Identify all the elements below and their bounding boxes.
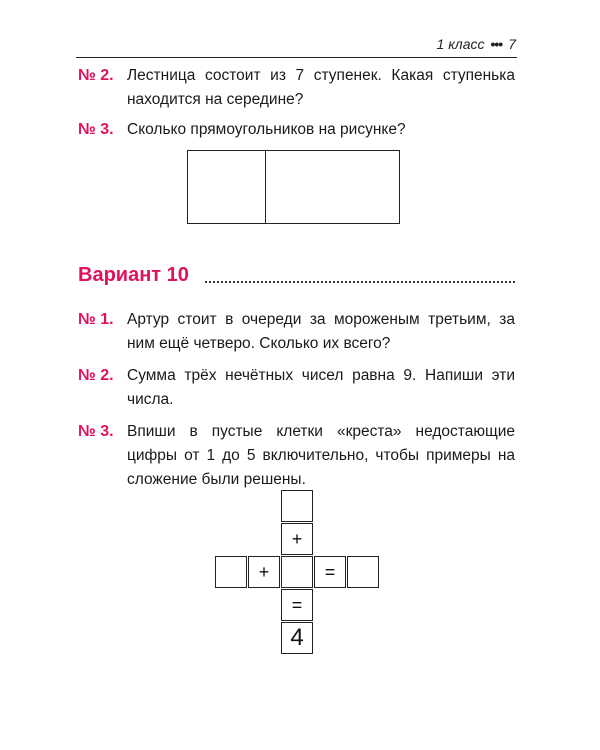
task-number-3: № 3. — [78, 121, 114, 138]
variant-task-text-3 — [127, 420, 515, 492]
cross-cell-center — [281, 556, 313, 588]
dots-icon: ••• — [490, 36, 503, 52]
task-line: ним ещё четверо. Сколько их всего? — [127, 335, 391, 352]
cross-cell-equals-vertical: = — [281, 589, 313, 621]
task-line: числа. — [127, 391, 174, 408]
task-line: находится на середине? — [127, 91, 304, 108]
task-line: Лестница состоит из 7 ступенек. Какая ступенька — [127, 67, 515, 84]
variant-task-text-1 — [127, 308, 515, 356]
variant-title: Вариант 10 — [78, 264, 189, 286]
task-line: Сумма трёх нечётных чисел равна 9. Напиши эти — [127, 367, 515, 384]
task-line: сложение были решены. — [127, 471, 306, 488]
page-number: 7 — [508, 36, 516, 52]
cross-cell-plus-vertical: + — [281, 523, 313, 555]
task-line: Впиши в пустые клетки «креста» недостающие — [127, 423, 515, 440]
task-line: Сколько прямоугольников на рисунке? — [127, 121, 406, 138]
variant-task-number-1: № 1. — [78, 311, 114, 328]
cross-cell-result-vertical: 4 — [281, 622, 313, 654]
cross-cell-left — [215, 556, 247, 588]
rectangle-divider — [265, 151, 266, 223]
cross-cell-plus-horizontal: + — [248, 556, 280, 588]
task-number-2: № 2. — [78, 67, 114, 84]
task-line: Артур стоит в очереди за мороженым третьим, за — [127, 311, 515, 328]
task-text-3 — [127, 118, 515, 142]
variant-task-number-3: № 3. — [78, 423, 114, 440]
dotted-leader — [205, 281, 515, 283]
variant-task-text-2 — [127, 364, 515, 412]
header-rule — [76, 57, 517, 58]
task-text-2 — [127, 64, 515, 112]
variant-task-number-2: № 2. — [78, 367, 114, 384]
task-line: цифры от 1 до 5 включительно, чтобы примеры на — [127, 447, 515, 464]
rectangles-figure — [187, 150, 400, 224]
header-text — [437, 36, 516, 52]
cross-cell-top — [281, 490, 313, 522]
cross-cell-result-horizontal — [347, 556, 379, 588]
grade-label: 1 класс — [436, 36, 485, 52]
cross-cell-equals-horizontal: = — [314, 556, 346, 588]
